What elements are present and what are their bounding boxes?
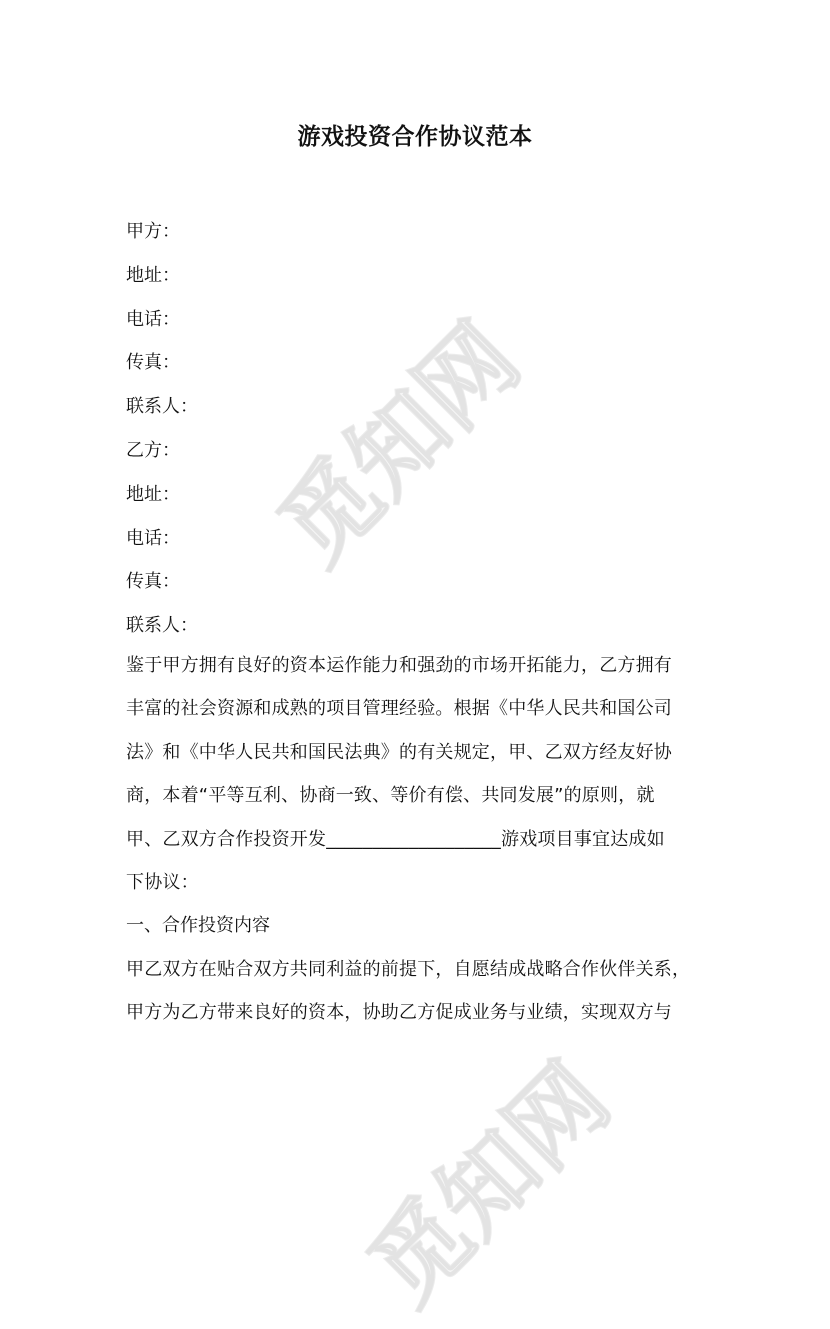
party-a-label: 甲方：	[126, 221, 180, 242]
party-b-address-label: 地址：	[126, 483, 180, 505]
party-b-fax-label: 传真：	[126, 571, 180, 593]
party-a-contact-label: 联系人：	[126, 396, 198, 418]
document-title: 游戏投资合作协议范本	[297, 124, 533, 150]
party-a-fax-label: 传真：	[126, 352, 180, 374]
watermark: 觅知网	[257, 302, 541, 586]
party-a-address-label: 地址：	[126, 264, 180, 286]
party-b-phone-label: 电话：	[126, 527, 180, 549]
intro-line: 下协议：	[126, 871, 199, 893]
party-a-phone-label: 电话：	[126, 308, 180, 330]
watermark: 觅知网	[347, 1042, 631, 1326]
intro-line: 丰富的社会资源和成熟的项目管理经验。根据《中华人民共和国公司	[126, 698, 672, 720]
party-b-label: 乙方：	[126, 439, 180, 461]
section-line: 甲方为乙方带来良好的资本，协助乙方促成业务与业绩，实现双方与	[126, 1002, 672, 1024]
party-fields	[126, 216, 726, 654]
intro-line: 甲、乙双方合作投资开发___________________游戏项目事宜达成如	[126, 828, 665, 850]
intro-line: 法》和《中华人民共和国民法典》的有关规定，甲、乙双方经友好协	[126, 741, 672, 763]
section-heading: 一、合作投资内容	[126, 915, 270, 937]
agreement-body	[126, 650, 716, 1041]
intro-line: 鉴于甲方拥有良好的资本运作能力和强劲的市场开拓能力，乙方拥有	[126, 655, 672, 676]
section-line: 甲乙双方在贴合双方共同利益的前提下，自愿结成战略合作伙伴关系，	[126, 958, 691, 980]
party-b-contact-label: 联系人：	[126, 615, 198, 637]
intro-line: 商，本着“平等互利、协商一致、等价有偿、共同发展”的原则，就	[126, 785, 655, 807]
